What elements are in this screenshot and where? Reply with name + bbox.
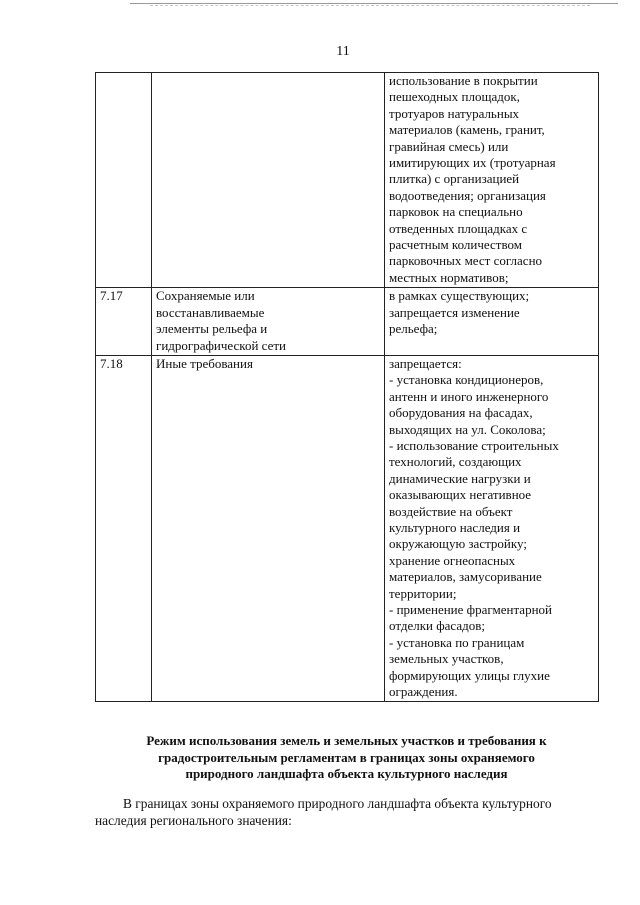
row-name: Иные требования [156,355,253,371]
page-number: 11 [336,44,350,59]
row-requirement: в рамках существующих; запрещается изменение рельефа; [389,288,530,337]
row-name-cell [152,288,385,356]
row-requirement-cell [385,73,599,288]
row-requirement-cell [385,288,599,356]
table-row [96,355,599,702]
row-name-cell [152,355,385,702]
row-number-cell [96,73,152,288]
row-number-cell [96,288,152,356]
section-paragraph: В границах зоны охраняемого природного ландшафта объекта культурного наследия регионального значения: [95,796,552,828]
row-requirement-cell [385,355,599,702]
row-name-cell [152,73,385,288]
row-number-cell [96,355,152,702]
row-number: 7.18 [100,355,123,371]
top-scan-rule [130,3,618,4]
table-row [96,73,599,288]
row-requirement: использование в покрытии пешеходных площадок, тротуаров натуральных материалов (камень, гранит, гравийная смесь) или имитирующих их (тротуарная плитка) с организацией водоотведения; организация парковок на специально отведенных площадках с расчетным количеством парковочных мест согласно местных нормативов; [389,73,556,285]
regulations-table [95,72,599,702]
table-row [96,288,599,356]
section-heading: Режим использования земель и земельных участков и требования к градостроительным регламентам в границах зоны охраняемого природного ландшафта объекта культурного наследия [146,733,547,781]
row-number: 7.17 [100,288,123,304]
top-scan-dash [150,5,590,6]
row-name: Сохраняемые или восстанавливаемые элементы рельефа и гидрографической сети [156,288,286,353]
row-requirement: запрещается: - установка кондиционеров, антенн и иного инженерного оборудования на фасадах, выходящих на ул. Соколова; - использование строительных технологий, создающих динамические нагрузки и оказывающих негативное воздействие на объект культурного наследия и окружающую застройку; хранение огнеопасных материалов, замусоривание территории; - применение фрагментарной отделки фасадов; - установка по границам земельных участков, формирующих улицы глухие ограждения. [389,355,559,700]
